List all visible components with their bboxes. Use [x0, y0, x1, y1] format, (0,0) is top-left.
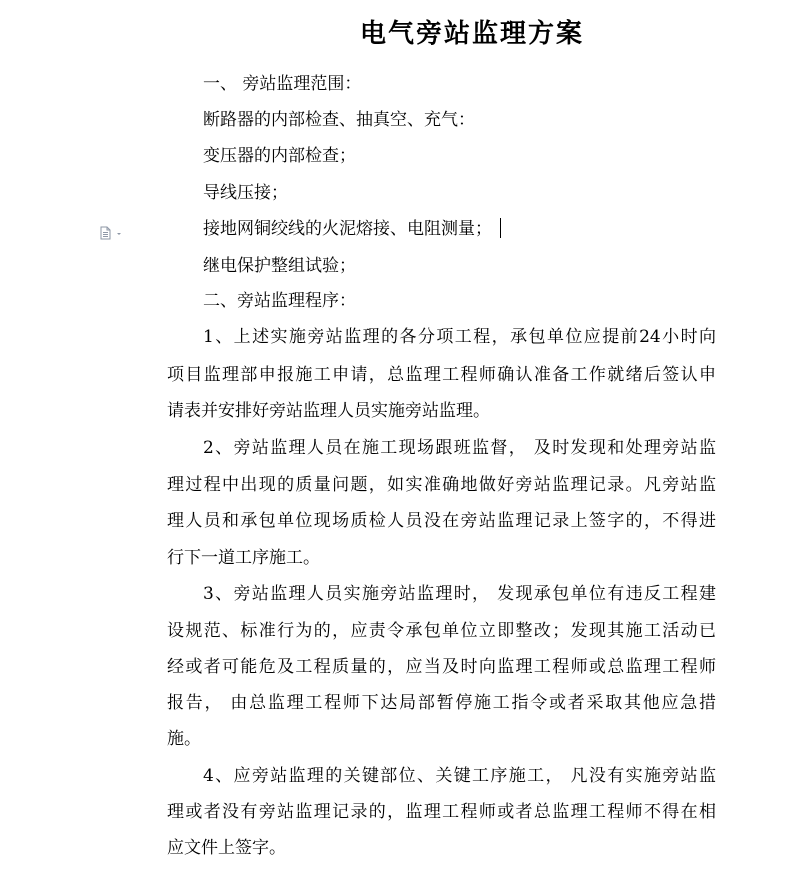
paragraph-4-line-1: 4、应旁站监理的关键部位、关键工序施工， 凡没有实施旁站监	[203, 766, 716, 786]
section2-heading: 二、旁站监理程序：	[203, 291, 356, 311]
paragraph-2-line-2: 理过程中出现的质量问题，如实准确地做好旁站监理记录。凡旁站监	[167, 475, 716, 495]
paragraph-1-line-3: 请表并安排好旁站监理人员实施旁站监理。	[167, 401, 490, 421]
text-cursor	[500, 218, 501, 238]
scope-item-3: 导线压接；	[203, 183, 288, 203]
paragraph-3-line-4: 报告， 由总监理工程师下达局部暂停施工指令或者采取其他应急措	[167, 693, 716, 713]
paragraph-3-line-3: 经或者可能危及工程质量的，应当及时向监理工程师或总监理工程师	[167, 657, 716, 677]
scope-item-5: 继电保护整组试验；	[203, 256, 356, 276]
paragraph-3-line-1: 3、旁站监理人员实施旁站监理时， 发现承包单位有违反工程建	[203, 584, 716, 604]
paragraph-2-line-4: 行下一道工序施工。	[167, 548, 320, 568]
chevron-down-icon	[117, 233, 121, 235]
scope-item-1: 断路器的内部检查、抽真空、充气：	[203, 110, 475, 130]
paragraph-1-line-2: 项目监理部申报施工申请，总监理工程师确认准备工作就绪后签认申	[167, 365, 716, 385]
document-title: 电气旁站监理方案	[359, 19, 584, 49]
scope-item-4-text: 接地网铜绞线的火泥熔接、电阻测量；	[203, 219, 492, 239]
document-icon[interactable]	[100, 226, 126, 240]
paragraph-2-line-3: 理人员和承包单位现场质检人员没在旁站监理记录上签字的，不得进	[167, 511, 716, 531]
paragraph-3-line-2: 设规范、标准行为的，应责令承包单位立即整改；发现其施工活动已	[167, 621, 716, 641]
paragraph-2-line-1: 2、旁站监理人员在施工现场跟班监督， 及时发现和处理旁站监	[203, 438, 716, 458]
paragraph-4-line-3: 应文件上签字。	[167, 838, 286, 858]
scope-item-4[interactable]	[203, 217, 501, 241]
paragraph-1-line-1: 1、上述实施旁站监理的各分项工程，承包单位应提前24小时向	[203, 327, 716, 347]
section1-heading: 一、 旁站监理范围：	[203, 74, 362, 94]
paragraph-3-line-5: 施。	[167, 729, 201, 749]
scope-item-2: 变压器的内部检查；	[203, 146, 356, 166]
paragraph-4-line-2: 理或者没有旁站监理记录的，监理工程师或者总监理工程师不得在相	[167, 802, 716, 822]
